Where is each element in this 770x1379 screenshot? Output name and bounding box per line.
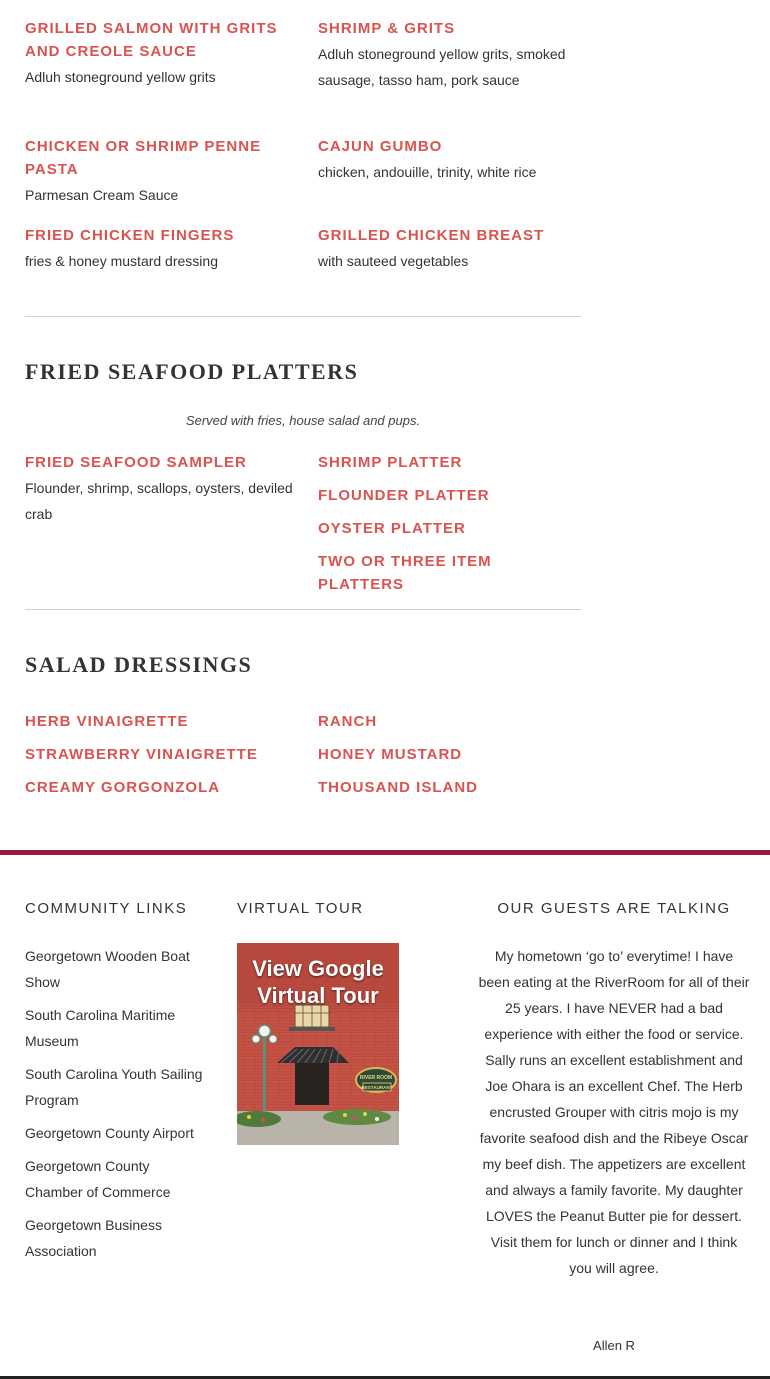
guests-talking-heading: OUR GUESTS ARE TALKING	[497, 900, 731, 917]
virtual-tour-heading: VIRTUAL TOUR	[237, 900, 364, 917]
menu-item-description: Flounder, shrimp, scallops, oysters, deviled crab	[25, 480, 293, 522]
menu-item-title: FRIED CHICKEN FINGERS	[25, 227, 235, 244]
community-link-item	[25, 1002, 210, 1054]
virtual-tour-image-link[interactable]	[237, 943, 399, 1145]
menu-item-oyster-platter: OYSTER PLATTER	[318, 520, 466, 537]
section-heading-dressings: SALAD DRESSINGS	[25, 652, 253, 677]
link-county-airport[interactable]: Georgetown County Airport	[25, 1125, 194, 1141]
testimonial-text: My hometown ‘go to’ everytime! I have been eating at the RiverRoom for all of their 25 years. I have NEVER had a bad experience with either the food or service. Sally runs an excellent establishment and Joe Ohara is an excellent Chef. The Herb encrusted Grouper with citris mojo is my favorite seafood dish and the Ribeye Oscar my beef dish. The appetizers are excellent and always a family favorite. My daughter LOVES the Peanut Butter pie for dessert. Visit them for lunch or dinner and I think you will agree.	[478, 948, 750, 1276]
menu-item-title: CHICKEN OR SHRIMP PENNE PASTA	[25, 138, 262, 178]
dressing-item: CREAMY GORGONZOLA	[25, 779, 221, 796]
menu-item-chicken-fingers	[25, 224, 295, 274]
footer-top-band	[0, 850, 770, 855]
dressing-item: STRAWBERRY VINAIGRETTE	[25, 746, 258, 763]
menu-item-title: CAJUN GUMBO	[318, 138, 443, 155]
testimonial-author: Allen R	[593, 1338, 635, 1353]
community-link-item	[25, 943, 210, 995]
menu-item-description: Adluh stoneground yellow grits	[25, 69, 216, 85]
menu-item-grilled-salmon	[25, 17, 295, 90]
link-maritime-museum[interactable]: South Carolina Maritime Museum	[25, 1007, 176, 1049]
dressing-item: HONEY MUSTARD	[318, 746, 463, 763]
menu-item-chicken-breast	[318, 224, 578, 274]
community-links-heading: COMMUNITY LINKS	[25, 900, 188, 917]
menu-item-description: with sauteed vegetables	[318, 253, 469, 269]
menu-item-title: GRILLED SALMON WITH GRITS AND CREOLE SAUCE	[25, 20, 278, 60]
sign-text-line1: RIVER ROOM	[359, 1075, 393, 1081]
dressing-item: THOUSAND ISLAND	[318, 779, 478, 796]
community-link-item	[25, 1061, 210, 1113]
link-wooden-boat-show[interactable]: Georgetown Wooden Boat Show	[25, 948, 190, 990]
dressing-item: RANCH	[318, 713, 378, 730]
menu-item-title: FRIED SEAFOOD SAMPLER	[25, 454, 247, 471]
menu-item-cajun-gumbo	[318, 135, 578, 185]
virtual-tour-caption: View Google Virtual Tour	[252, 956, 384, 1008]
menu-item-title: SHRIMP & GRITS	[318, 20, 456, 37]
menu-item-seafood-sampler	[25, 451, 295, 527]
dressing-list-right	[318, 710, 578, 799]
menu-item-description: Parmesan Cream Sauce	[25, 187, 179, 203]
menu-item-flounder-platter: FLOUNDER PLATTER	[318, 487, 490, 504]
menu-item-description: fries & honey mustard dressing	[25, 253, 218, 269]
section-divider	[25, 316, 581, 317]
menu-item-description: chicken, andouille, trinity, white rice	[318, 164, 537, 180]
section-divider	[25, 609, 581, 610]
community-links-list	[25, 943, 210, 1271]
link-youth-sailing[interactable]: South Carolina Youth Sailing Program	[25, 1066, 203, 1108]
dressing-item: HERB VINAIGRETTE	[25, 713, 189, 730]
dressing-list-left	[25, 710, 295, 799]
section-note-seafood: Served with fries, house salad and pups.	[185, 413, 421, 428]
menu-item-shrimp-platter: SHRIMP PLATTER	[318, 454, 463, 471]
community-link-item	[25, 1153, 210, 1205]
menu-item-penne-pasta	[25, 135, 285, 208]
menu-item-shrimp-grits	[318, 17, 568, 93]
community-link-item	[25, 1212, 210, 1264]
menu-item-combo-platters: TWO OR THREE ITEM PLATTERS	[318, 553, 492, 593]
link-chamber-of-commerce[interactable]: Georgetown County Chamber of Commerce	[25, 1158, 171, 1200]
menu-item-description: Adluh stoneground yellow grits, smoked sausage, tasso ham, pork sauce	[318, 46, 566, 88]
community-link-item	[25, 1120, 210, 1146]
sign-text-line2: RESTAURANT	[361, 1085, 393, 1090]
menu-item-title: GRILLED CHICKEN BREAST	[318, 227, 545, 244]
platter-list	[318, 451, 580, 596]
link-business-association[interactable]: Georgetown Business Association	[25, 1217, 162, 1259]
section-heading-seafood: FRIED SEAFOOD PLATTERS	[25, 359, 359, 384]
